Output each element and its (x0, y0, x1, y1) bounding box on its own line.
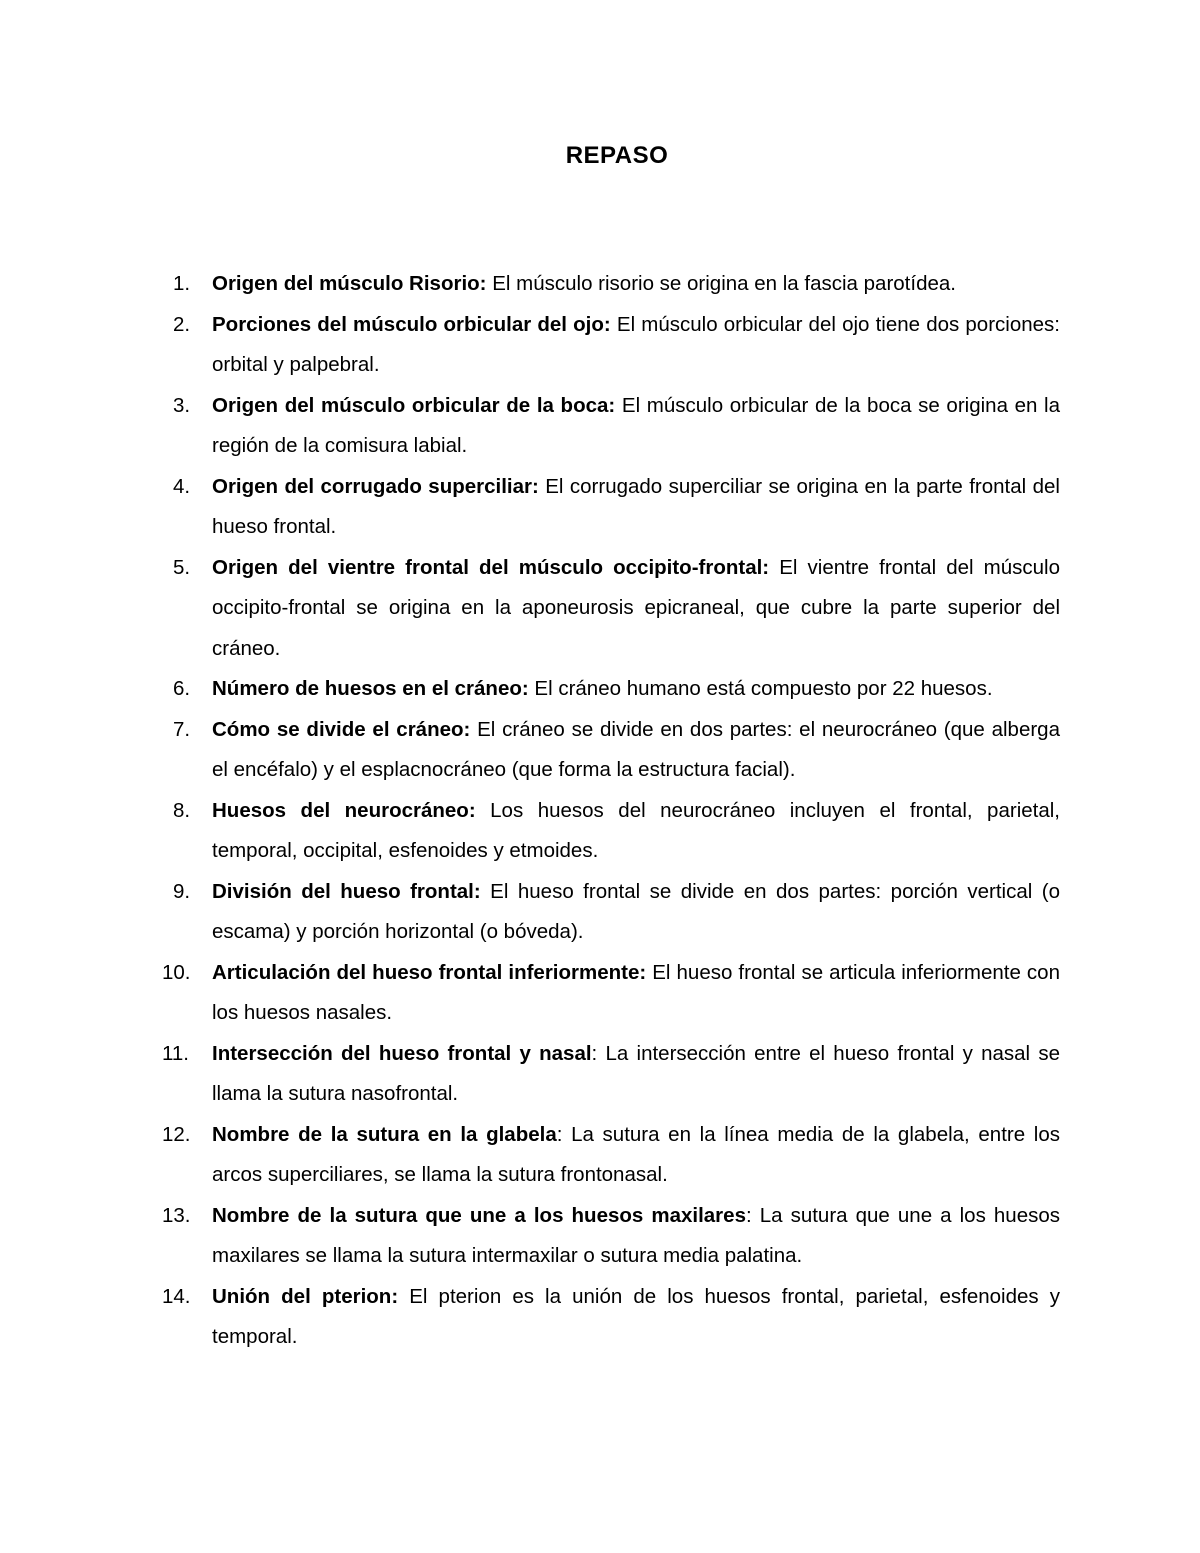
item-text: : La intersección entre el hueso frontal y nasal se llama la sutura nasofrontal. (212, 1041, 1060, 1105)
item-number: 4. (173, 474, 191, 498)
item-text: El músculo orbicular de la boca se origina en la región de la comisura labial. (212, 393, 1061, 457)
item-text: El músculo risorio se origina en la fascia parotídea. (486, 272, 956, 295)
item-number: 12. (162, 1122, 191, 1146)
list-item (0, 791, 1200, 872)
item-term: Nombre de la sutura en la glabela (212, 1122, 557, 1146)
item-text: El vientre frontal del músculo occipito-frontal se origina en la aponeurosis epicraneal, que cubre la parte superior del cráneo. (212, 555, 1061, 660)
list-item (0, 264, 1200, 305)
item-number: 10. (162, 960, 191, 984)
item-term: Nombre de la sutura que une a los huesos maxilares (212, 1203, 746, 1227)
item-term: Porciones del músculo orbicular del ojo: (212, 312, 611, 336)
item-text: El hueso frontal se divide en dos partes: porción vertical (o escama) y porción horizontal (o bóveda). (212, 879, 1060, 943)
item-text: : La sutura en la línea media de la glabela, entre los arcos superciliares, se llama la sutura frontonasal. (212, 1122, 1060, 1186)
item-term: Unión del pterion: (212, 1284, 399, 1308)
item-text: El hueso frontal se articula inferiormente con los huesos nasales. (212, 960, 1060, 1024)
item-number: 9. (173, 879, 191, 903)
list-item (0, 305, 1200, 386)
list-item (0, 386, 1200, 467)
list-item (0, 1196, 1200, 1277)
item-term: Origen del vientre frontal del músculo occipito-frontal: (212, 555, 770, 579)
item-term: Articulación del hueso frontal inferiormente: (212, 960, 647, 984)
item-number: 13. (162, 1203, 191, 1227)
item-term: Origen del músculo Risorio: (212, 272, 487, 295)
item-term: Huesos del neurocráneo: (212, 798, 476, 822)
item-term: Intersección del hueso frontal y nasal (212, 1041, 592, 1065)
item-number: 3. (173, 393, 191, 417)
review-list (0, 264, 1200, 1358)
item-text: Los huesos del neurocráneo incluyen el frontal, parietal, temporal, occipital, esfenoides y etmoides. (212, 798, 1060, 862)
item-text: El pterion es la unión de los huesos frontal, parietal, esfenoides y temporal. (212, 1284, 1060, 1348)
item-text: El corrugado superciliar se origina en la parte frontal del hueso frontal. (212, 474, 1060, 538)
list-item (0, 548, 1200, 670)
item-number: 7. (173, 717, 191, 741)
item-number: 6. (173, 677, 191, 700)
item-number: 11. (162, 1041, 189, 1065)
item-term: Origen del músculo orbicular de la boca: (212, 393, 616, 417)
list-item (0, 669, 1200, 710)
item-number: 2. (173, 312, 191, 336)
list-item (0, 1034, 1200, 1115)
list-item (0, 467, 1200, 548)
page-title: REPASO (565, 142, 669, 169)
list-item (0, 953, 1200, 1034)
item-number: 8. (173, 798, 191, 822)
item-number: 14. (162, 1284, 191, 1308)
item-term: División del hueso frontal: (212, 879, 481, 903)
list-item (0, 872, 1200, 953)
item-text: El músculo orbicular del ojo tiene dos porciones: orbital y palpebral. (212, 312, 1060, 376)
item-number: 1. (173, 272, 191, 295)
item-text: El cráneo humano está compuesto por 22 huesos. (528, 677, 993, 700)
list-item (0, 1277, 1200, 1358)
item-term: Cómo se divide el cráneo: (212, 717, 471, 741)
list-item (0, 710, 1200, 791)
item-number: 5. (173, 555, 191, 579)
list-item (0, 1115, 1200, 1196)
item-text: El cráneo se divide en dos partes: el neurocráneo (que alberga el encéfalo) y el esplacnocráneo (que forma la estructura facial). (212, 717, 1060, 781)
item-term: Número de huesos en el cráneo: (212, 677, 529, 700)
item-text: : La sutura que une a los huesos maxilares se llama la sutura intermaxilar o sutura media palatina. (212, 1203, 1060, 1267)
item-term: Origen del corrugado superciliar: (212, 474, 539, 498)
